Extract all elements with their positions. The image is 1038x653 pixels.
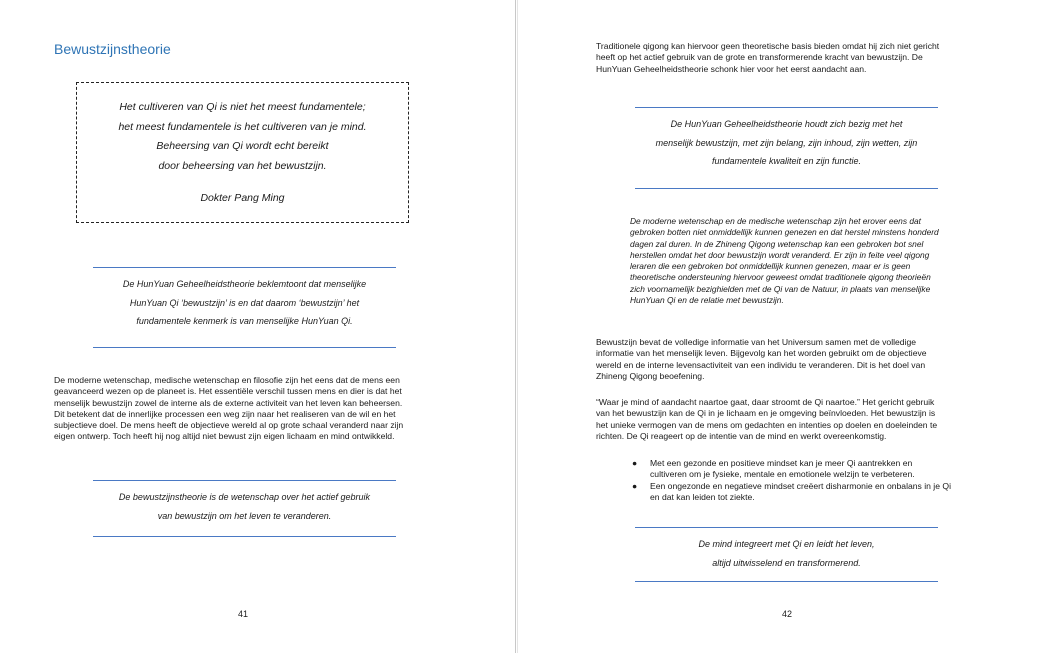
callout-rule-top xyxy=(93,480,396,481)
callout-rule-bottom xyxy=(635,188,938,189)
bullet-line: en dat kan leiden tot ziekte. xyxy=(650,491,755,502)
callout-bewustzijnstheorie xyxy=(93,480,396,537)
italic-line: HunYuan Qi en de relatie met bewustzijn. xyxy=(630,295,784,306)
callout-line: altijd uitwisselend en transformerend. xyxy=(712,557,861,568)
bullet-line: Met een gezonde en positieve mindset kan je meer Qi aantrekken en xyxy=(650,458,913,468)
paragraph-line: heeft op het actief gebruik van de grote en transformerende kracht van bewustzijn. De xyxy=(596,52,923,63)
page-number: 41 xyxy=(238,609,249,619)
callout-mind xyxy=(635,527,938,582)
callout-rule-bottom xyxy=(93,536,396,537)
callout-line: menselijk bewustzijn, met zijn belang, zijn inhoud, zijn wetten, zijn xyxy=(655,137,918,148)
page-number: 42 xyxy=(782,609,793,619)
paragraph-line: eigen ontwerp. Toch heeft hij nog altijd niet bewust zijn eigen lichaam en mind ontwikkeld. xyxy=(54,431,395,442)
paragraph-line: richten. De Qi reageert op de intentie van de mind en werkt overeenkomstig. xyxy=(596,430,887,441)
paragraph-line: het unieke vermogen van de mens om gedachten en intenties op doelen en doeleinden te xyxy=(596,419,938,430)
callout-rule-top xyxy=(635,527,938,528)
paragraph-line: van het bewustzijn kan de Qi in je lichaam en je omgeving beïnvloeden. Het bewustzijn is xyxy=(596,408,936,419)
paragraph-line: subjectieve doel. De mens heeft de objectieve wereld al op grote schaal veranderd naar zijn xyxy=(54,420,404,431)
callout-line: fundamentele kenmerk is van menselijke HunYuan Qi. xyxy=(136,316,353,326)
paragraph-line: informatie van het menselijk leven. Bijgevolg kan het worden gebruikt om de objectieve xyxy=(596,348,927,359)
bullet-icon: ● xyxy=(632,480,638,491)
paragraph-line: wereld en de interne levensactiviteit van een individu te veranderen. Dit is het doel van xyxy=(596,359,926,370)
paragraph-line: Dit betekent dat de innerlijke processen een weg zijn naar het realiseren van de wil en het xyxy=(54,408,396,419)
left-page xyxy=(0,0,515,653)
callout-line: De HunYuan Geheelheidstheorie beklemtoont dat menselijke xyxy=(122,279,367,289)
page-divider xyxy=(515,0,516,653)
paragraph-line: Traditionele qigong kan hiervoor geen theoretische basis bieden omdat hij zich niet gericht xyxy=(596,41,940,51)
callout-hunyuan xyxy=(93,267,396,348)
quote-box xyxy=(76,82,409,223)
italic-line: dagen zal duren. In de Zhineng Qigong wetenschap kan een gebroken bot snel xyxy=(630,238,924,249)
italic-line: De moderne wetenschap en de medische wetenschap zijn het erover eens dat xyxy=(630,216,921,226)
quote-line: Het cultiveren van Qi is niet het meest fundamentele; xyxy=(119,101,366,113)
paragraph-line: geavanceerd wezen op de planeet is. Het essentiële verschil tussen mens en dier is dat het xyxy=(54,386,402,397)
italic-paragraph xyxy=(630,216,978,306)
paragraph-line: “Waar je mind of aandacht naartoe gaat, daar stroomt de Qi naartoe.” Het gericht gebruik xyxy=(596,397,935,407)
right-page xyxy=(518,0,1038,653)
body-paragraph xyxy=(596,337,978,382)
italic-line: gebroken botten niet onmiddellijk kunnen genezen en dat herstel minstens honderd xyxy=(630,227,939,238)
italic-line: herstellen omdat het door bewustzijn wordt veranderd. Er zijn in feite veel qigong xyxy=(630,249,930,260)
callout-rule-top xyxy=(635,107,938,108)
paragraph-line: Zhineng Qigong beoefening. xyxy=(596,370,705,381)
list-item xyxy=(630,481,980,504)
callout-line: De mind integreert met Qi en leidt het leven, xyxy=(698,539,875,549)
callout-line: De bewustzijnstheorie is de wetenschap over het actief gebruik xyxy=(118,492,371,502)
callout-rule-bottom xyxy=(93,347,396,348)
callout-line: fundamentele kwaliteit en zijn functie. xyxy=(711,156,862,166)
callout-rule-top xyxy=(93,267,396,268)
quote-author: Dokter Pang Ming xyxy=(200,192,285,204)
callout-line: HunYuan Qi ‘bewustzijn’ is en dat daarom ‘bewustzijn’ het xyxy=(129,297,360,308)
bullet-icon: ● xyxy=(632,458,638,468)
bullet-line: cultiveren om je fysieke, mentale en emotionele welzijn te verbeteren. xyxy=(650,469,915,480)
callout-line: van bewustzijn om het leven te veranderen. xyxy=(157,510,332,521)
quote-line: het meest fundamentele is het cultiveren van je mind. xyxy=(118,120,367,133)
paragraph-line: De moderne wetenschap, medische wetenschap en filosofie zijn het eens dat de mens een xyxy=(54,375,400,385)
callout-rule-bottom xyxy=(635,581,938,582)
section-heading: Bewustzijnstheorie xyxy=(54,41,171,57)
italic-line: leraren die een gebroken bot onmiddellijk kunnen genezen, maar er is geen xyxy=(630,261,911,272)
paragraph-line: Bewustzijn bevat de volledige informatie van het Universum samen met de volledige xyxy=(596,337,917,347)
intro-paragraph xyxy=(596,41,978,75)
body-paragraph xyxy=(596,397,978,442)
quote-line: Beheersing van Qi wordt echt bereikt xyxy=(156,140,329,152)
paragraph-line: HunYuan Geheelheidstheorie schonk hier voor het eerst aandacht aan. xyxy=(596,63,867,74)
body-paragraph xyxy=(54,375,435,443)
italic-line: theoretische ondersteuning hiervoor geweest omdat traditionele qigong theorieën xyxy=(630,272,931,283)
callout-hunyuan-focus xyxy=(635,107,938,189)
bullet-list xyxy=(630,458,980,503)
italic-line: zich voornamelijk bezighielden met de Qi van de Natuur, in plaats van menselijke xyxy=(630,283,931,294)
bullet-line: Een ongezonde en negatieve mindset creëert disharmonie en onbalans in je Qi xyxy=(650,480,951,491)
callout-line: De HunYuan Geheelheidstheorie houdt zich bezig met het xyxy=(670,119,903,129)
paragraph-line: menselijk bewustzijn zowel de interne als de externe activiteit van het leven kan beheersen. xyxy=(54,397,403,408)
list-item xyxy=(630,458,980,481)
quote-line: door beheersing van het bewustzijn. xyxy=(158,159,327,172)
